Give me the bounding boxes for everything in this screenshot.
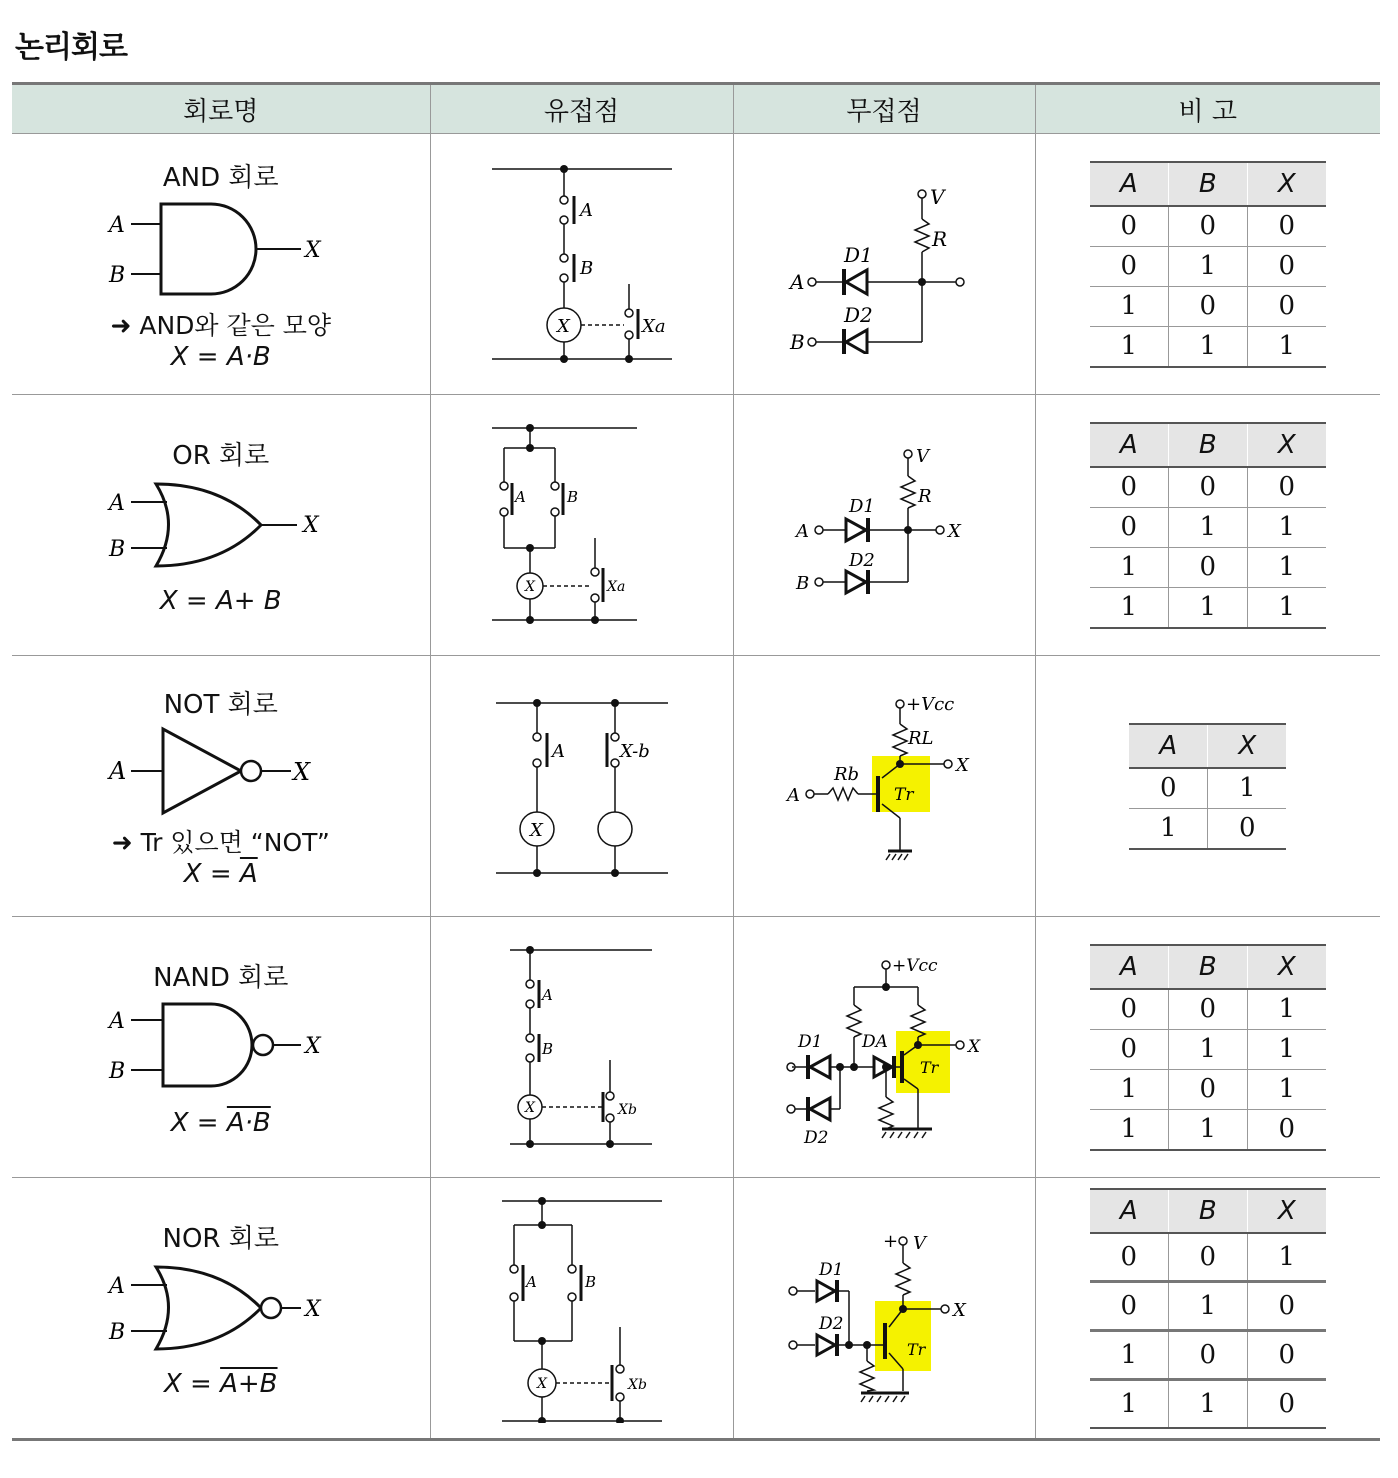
or-v-label: V — [916, 446, 929, 467]
header-circuit-name: 회로명 — [12, 84, 430, 134]
truth-value-cell: 0 — [1090, 1233, 1169, 1282]
table-row — [1090, 587, 1326, 628]
not-rl-label: RL — [908, 728, 934, 749]
nor-tr-label: Tr — [907, 1340, 926, 1359]
not-input-a-label: A — [108, 756, 127, 785]
truth-header-cell: X — [1247, 423, 1326, 467]
or-x-label: X — [948, 521, 961, 542]
truth-value-cell: 1 — [1090, 286, 1169, 326]
table-row — [1090, 1233, 1326, 1282]
nor-output-label: X — [304, 1296, 321, 1322]
not-contact-a-label: A — [551, 741, 565, 762]
and-note: ➜ AND와 같은 모양 — [110, 310, 332, 340]
truth-header-cell: A — [1090, 945, 1169, 989]
nor-d1-label: D1 — [819, 1260, 844, 1280]
nor-truth-cell — [1035, 1178, 1380, 1440]
table-row-and — [12, 134, 1380, 395]
table-row — [1090, 1029, 1326, 1069]
not-tr-label: Tr — [894, 785, 914, 805]
or-title: OR 회로 — [172, 440, 270, 471]
not-a-label: A — [787, 785, 800, 806]
truth-header-cell: X — [1247, 945, 1326, 989]
table-row — [1090, 1069, 1326, 1109]
header-remarks: 비 고 — [1035, 84, 1380, 134]
nand-da-label: DA — [862, 1032, 888, 1052]
truth-value-cell: 0 — [1247, 1281, 1326, 1330]
not-vcc-label: +Vcc — [906, 696, 955, 715]
or-a-label: A — [796, 521, 809, 542]
and-d2-label: D2 — [844, 303, 873, 327]
and-contact-xa-label: Xa — [641, 316, 666, 337]
and-v-label: V — [930, 185, 945, 209]
nand-coil-label: X — [524, 1100, 535, 1116]
table-row — [1090, 326, 1326, 367]
nor-formula: X = A+B — [163, 1368, 278, 1399]
nand-name-cell — [12, 917, 430, 1178]
and-a-label: A — [790, 270, 805, 294]
truth-value-cell: 1 — [1247, 989, 1326, 1030]
truth-value-cell: 0 — [1247, 1330, 1326, 1379]
not-truth-table — [1129, 723, 1286, 850]
truth-value-cell: 0 — [1208, 808, 1287, 849]
or-formula: X = A+ B — [159, 585, 282, 616]
page-title: 논리회로 — [15, 30, 127, 65]
nor-input-b-label: B — [108, 1319, 125, 1345]
or-coil-label: X — [524, 579, 535, 595]
truth-value-cell: 0 — [1168, 467, 1247, 508]
truth-value-cell: 1 — [1168, 1029, 1247, 1069]
and-gate-symbol — [101, 196, 341, 306]
and-contact-b-label: B — [579, 258, 593, 279]
truth-value-cell: 1 — [1247, 1029, 1326, 1069]
nand-x-label: X — [968, 1037, 981, 1057]
or-output-label: X — [302, 512, 319, 538]
and-diode-circuit — [784, 174, 984, 354]
or-input-a-label: A — [108, 490, 125, 516]
table-row-or — [12, 395, 1380, 656]
and-contact-diagram — [482, 154, 682, 374]
truth-value-cell: 1 — [1168, 1109, 1247, 1150]
truth-value-cell: 0 — [1090, 1281, 1169, 1330]
table-row — [1090, 989, 1326, 1030]
and-truth-table — [1090, 161, 1326, 368]
or-contact-cell — [430, 395, 733, 656]
table-row — [1090, 547, 1326, 587]
truth-header-cell: A — [1090, 1189, 1169, 1233]
nand-contact-xb-label: Xb — [617, 1102, 637, 1118]
not-note: ➜ Tr 있으면 “NOT” — [111, 827, 330, 857]
not-truth-cell — [1035, 656, 1380, 917]
not-rb-label: Rb — [834, 764, 860, 785]
nor-contact-b-label: B — [584, 1273, 596, 1291]
table-row — [1129, 768, 1286, 809]
nor-title: NOR 회로 — [162, 1223, 279, 1254]
and-formula: X = A·B — [170, 341, 271, 372]
nor-contact-cell — [430, 1178, 733, 1440]
truth-value-cell: 1 — [1090, 1109, 1169, 1150]
truth-value-cell: 1 — [1247, 547, 1326, 587]
truth-value-cell: 0 — [1129, 768, 1208, 809]
truth-value-cell: 1 — [1168, 246, 1247, 286]
nand-gate-symbol — [101, 996, 341, 1096]
nor-contact-xb-label: Xb — [627, 1377, 647, 1393]
nor-coil-label: X — [536, 1376, 547, 1392]
not-x-label: X — [956, 755, 969, 776]
truth-header-cell: X — [1247, 162, 1326, 206]
nor-v-label: V — [913, 1233, 926, 1254]
not-coil-label: X — [529, 820, 543, 841]
truth-value-cell: 1 — [1090, 547, 1169, 587]
table-header-row — [12, 84, 1380, 134]
truth-value-cell: 0 — [1090, 1029, 1169, 1069]
nor-plus-label: + — [883, 1231, 899, 1252]
nor-name-cell — [12, 1178, 430, 1440]
table-row — [1090, 467, 1326, 508]
and-output-label: X — [304, 237, 321, 263]
table-row-nand — [12, 917, 1380, 1178]
nand-vcc-label: +Vcc — [892, 956, 938, 976]
nor-contactless-cell — [733, 1178, 1035, 1440]
table-row — [1090, 1281, 1326, 1330]
nand-truth-table — [1090, 944, 1326, 1151]
truth-value-cell: 1 — [1168, 1281, 1247, 1330]
not-transistor-circuit — [784, 696, 984, 876]
and-title: AND 회로 — [162, 162, 279, 193]
truth-header-cell: X — [1208, 724, 1287, 768]
not-contactless-cell — [733, 656, 1035, 917]
table-row — [1090, 206, 1326, 247]
nand-formula: X = A·B — [170, 1107, 271, 1138]
truth-header-cell: X — [1247, 1189, 1326, 1233]
truth-value-cell: 1 — [1090, 1379, 1169, 1428]
not-title: NOT 회로 — [163, 689, 278, 720]
truth-value-cell: 0 — [1168, 206, 1247, 247]
not-gate-symbol — [101, 723, 341, 823]
or-r-label: R — [918, 486, 932, 507]
truth-value-cell: 0 — [1247, 1109, 1326, 1150]
and-contactless-cell — [733, 134, 1035, 395]
header-contactless: 무접점 — [733, 84, 1035, 134]
nand-contact-cell — [430, 917, 733, 1178]
or-contact-b-label: B — [566, 488, 578, 506]
and-d1-label: D1 — [844, 243, 873, 267]
logic-circuit-table — [12, 82, 1380, 1441]
truth-value-cell: 1 — [1090, 1330, 1169, 1379]
table-row — [1129, 808, 1286, 849]
or-gate-symbol — [101, 474, 341, 574]
or-contact-a-label: A — [514, 488, 526, 506]
table-row — [1090, 507, 1326, 547]
truth-header-cell: B — [1168, 945, 1247, 989]
truth-value-cell: 0 — [1168, 1233, 1247, 1282]
nand-input-b-label: B — [108, 1058, 125, 1084]
nand-tr-label: Tr — [920, 1058, 939, 1077]
truth-value-cell: 0 — [1247, 206, 1326, 247]
truth-value-cell: 1 — [1247, 326, 1326, 367]
truth-value-cell: 1 — [1090, 587, 1169, 628]
and-b-label: B — [790, 330, 805, 354]
table-row — [1090, 1379, 1326, 1428]
truth-value-cell: 0 — [1247, 1379, 1326, 1428]
truth-value-cell: 0 — [1090, 507, 1169, 547]
truth-value-cell: 0 — [1168, 547, 1247, 587]
table-row — [1090, 1109, 1326, 1150]
nor-truth-table — [1090, 1188, 1326, 1429]
truth-value-cell: 1 — [1168, 507, 1247, 547]
nand-transistor-circuit — [774, 947, 994, 1147]
nor-contact-diagram — [482, 1193, 682, 1423]
truth-value-cell: 0 — [1247, 286, 1326, 326]
not-name-cell — [12, 656, 430, 917]
table-row — [1090, 286, 1326, 326]
table-row — [1090, 246, 1326, 286]
and-input-a-label: A — [108, 212, 125, 238]
truth-value-cell: 0 — [1168, 1069, 1247, 1109]
nand-truth-cell — [1035, 917, 1380, 1178]
nor-contact-a-label: A — [525, 1273, 537, 1291]
truth-header-cell: A — [1090, 162, 1169, 206]
nor-x-label: X — [953, 1300, 966, 1321]
and-coil-label: X — [556, 316, 570, 337]
truth-value-cell: 0 — [1247, 246, 1326, 286]
truth-value-cell: 1 — [1168, 326, 1247, 367]
truth-header-cell: B — [1168, 1189, 1247, 1233]
not-contact-diagram — [482, 691, 682, 881]
nand-output-label: X — [304, 1033, 321, 1059]
nand-title: NAND 회로 — [153, 962, 289, 993]
not-formula: $X = \overline{A}$ — [183, 858, 258, 889]
and-contact-cell — [430, 134, 733, 395]
nor-transistor-circuit — [779, 1203, 989, 1413]
truth-value-cell: 0 — [1090, 206, 1169, 247]
and-name-cell — [12, 134, 430, 395]
or-contact-xa-label: Xa — [606, 579, 625, 595]
and-r-label: R — [932, 227, 948, 251]
truth-value-cell: 0 — [1090, 246, 1169, 286]
or-truth-cell — [1035, 395, 1380, 656]
or-diode-circuit — [784, 440, 984, 610]
truth-value-cell: 1 — [1168, 587, 1247, 628]
truth-header-cell: B — [1168, 423, 1247, 467]
nor-gate-symbol — [101, 1257, 341, 1357]
not-output-label: X — [292, 757, 310, 786]
or-contact-diagram — [482, 420, 682, 630]
truth-value-cell: 1 — [1247, 587, 1326, 628]
truth-value-cell: 1 — [1090, 326, 1169, 367]
or-d2-label: D2 — [849, 550, 875, 571]
truth-value-cell: 1 — [1090, 1069, 1169, 1109]
nor-input-a-label: A — [108, 1273, 125, 1299]
nand-contact-b-label: B — [541, 1040, 553, 1058]
truth-value-cell: 0 — [1168, 989, 1247, 1030]
not-contact-cell — [430, 656, 733, 917]
and-truth-cell — [1035, 134, 1380, 395]
table-row — [1090, 1330, 1326, 1379]
header-contact: 유접점 — [430, 84, 733, 134]
truth-header-cell: A — [1090, 423, 1169, 467]
truth-header-cell: A — [1129, 724, 1208, 768]
nand-d2-label: D2 — [804, 1128, 829, 1147]
truth-value-cell: 1 — [1129, 808, 1208, 849]
truth-value-cell: 1 — [1247, 507, 1326, 547]
or-contactless-cell — [733, 395, 1035, 656]
truth-value-cell: 0 — [1090, 989, 1169, 1030]
nand-contactless-cell — [733, 917, 1035, 1178]
nand-d1-label: D1 — [798, 1032, 823, 1052]
nor-d2-label: D2 — [819, 1314, 844, 1334]
and-contact-a-label: A — [579, 200, 593, 221]
or-b-label: B — [796, 573, 810, 594]
truth-header-cell: B — [1168, 162, 1247, 206]
truth-value-cell: 1 — [1247, 1069, 1326, 1109]
or-d1-label: D1 — [849, 496, 875, 517]
nand-contact-a-label: A — [541, 986, 553, 1004]
or-truth-table — [1090, 422, 1326, 629]
truth-value-cell: 1 — [1208, 768, 1287, 809]
and-input-b-label: B — [108, 262, 125, 288]
truth-value-cell: 0 — [1168, 1330, 1247, 1379]
table-row-not — [12, 656, 1380, 917]
nand-input-a-label: A — [108, 1008, 125, 1034]
truth-value-cell: 1 — [1168, 1379, 1247, 1428]
not-contact-xb-label: X-b — [619, 741, 650, 762]
table-row-nor — [12, 1178, 1380, 1440]
truth-value-cell: 0 — [1090, 467, 1169, 508]
or-input-b-label: B — [108, 536, 125, 562]
nand-contact-diagram — [482, 942, 682, 1152]
or-name-cell — [12, 395, 430, 656]
truth-value-cell: 0 — [1168, 286, 1247, 326]
truth-value-cell: 1 — [1247, 1233, 1326, 1282]
truth-value-cell: 0 — [1247, 467, 1326, 508]
